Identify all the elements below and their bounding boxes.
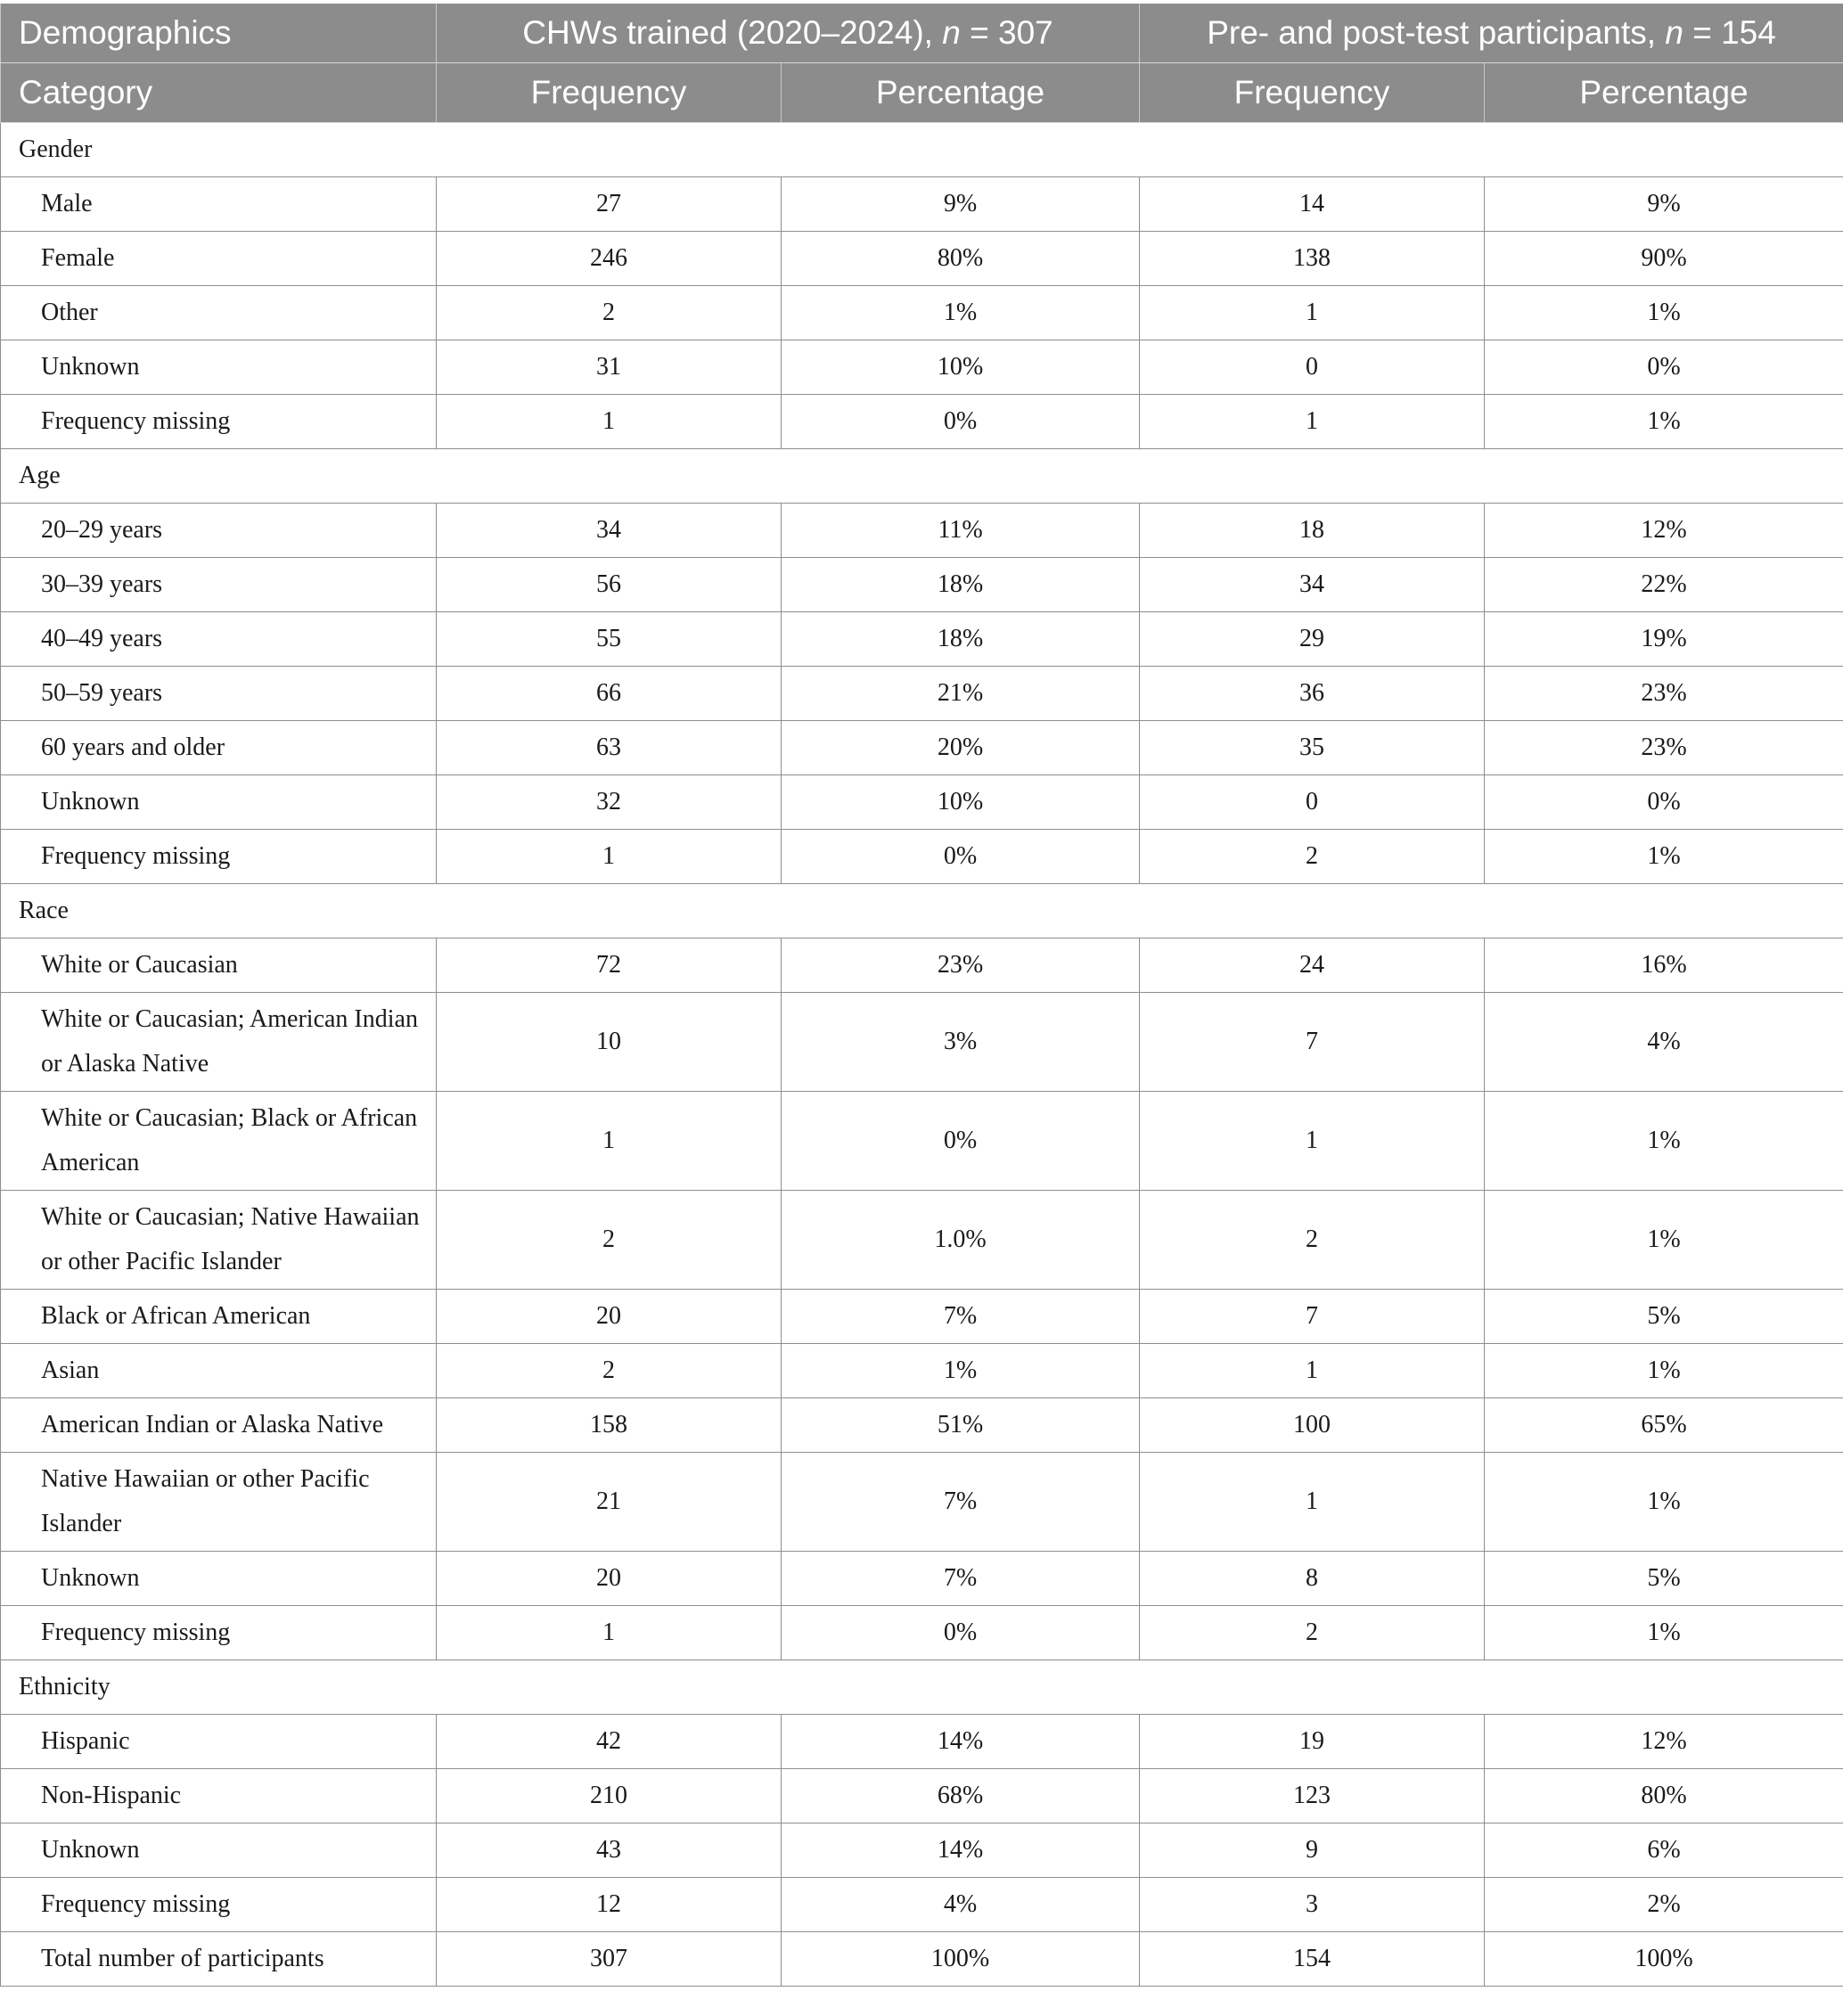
table-row <box>1 340 1843 395</box>
header-row-columns <box>1 63 1843 123</box>
chws-percentage-cell: 14% <box>782 1715 1140 1769</box>
test-frequency-cell: 35 <box>1140 721 1485 775</box>
test-percentage-cell: 19% <box>1485 612 1843 667</box>
test-frequency-cell: 8 <box>1140 1552 1485 1606</box>
chws-frequency-cell: 1 <box>437 1606 782 1660</box>
chws-frequency-cell: 20 <box>437 1552 782 1606</box>
table-header <box>1 4 1843 123</box>
chws-percentage-cell: 7% <box>782 1552 1140 1606</box>
test-percentage-cell: 1% <box>1485 1344 1843 1398</box>
table-row <box>1 232 1843 286</box>
chws-frequency-cell: 43 <box>437 1823 782 1878</box>
test-frequency-cell: 29 <box>1140 612 1485 667</box>
row-label: White or Caucasian; Native Hawaiian or other Pacific Islander <box>1 1191 437 1290</box>
header-demographics: Demographics <box>1 4 437 63</box>
table-row <box>1 1715 1843 1769</box>
table-row <box>1 775 1843 830</box>
row-label: Unknown <box>1 340 437 395</box>
table-row <box>1 1932 1843 1987</box>
header-category: Category <box>1 63 437 123</box>
section-label: Ethnicity <box>1 1660 1843 1715</box>
table-row <box>1 721 1843 775</box>
chws-percentage-cell: 3% <box>782 993 1140 1092</box>
chws-percentage-cell: 23% <box>782 938 1140 993</box>
row-label: Native Hawaiian or other Pacific Islander <box>1 1453 437 1552</box>
chws-frequency-cell: 2 <box>437 286 782 340</box>
table-row <box>1 395 1843 449</box>
chws-frequency-cell: 21 <box>437 1453 782 1552</box>
header-frequency-1: Frequency <box>437 63 782 123</box>
test-percentage-cell: 1% <box>1485 1191 1843 1290</box>
table-row <box>1 286 1843 340</box>
chws-percentage-cell: 1.0% <box>782 1191 1140 1290</box>
test-percentage-cell: 23% <box>1485 721 1843 775</box>
chws-percentage-cell: 7% <box>782 1453 1140 1552</box>
test-frequency-cell: 14 <box>1140 177 1485 232</box>
table-row <box>1 1552 1843 1606</box>
chws-percentage-cell: 100% <box>782 1932 1140 1987</box>
chws-frequency-cell: 31 <box>437 340 782 395</box>
chws-percentage-cell: 0% <box>782 395 1140 449</box>
test-frequency-cell: 1 <box>1140 1453 1485 1552</box>
chws-frequency-cell: 42 <box>437 1715 782 1769</box>
test-frequency-cell: 1 <box>1140 286 1485 340</box>
section-label: Gender <box>1 123 1843 177</box>
row-label: 40–49 years <box>1 612 437 667</box>
row-label: 50–59 years <box>1 667 437 721</box>
test-percentage-cell: 22% <box>1485 558 1843 612</box>
test-frequency-cell: 100 <box>1140 1398 1485 1453</box>
row-label: Unknown <box>1 775 437 830</box>
test-percentage-cell: 0% <box>1485 775 1843 830</box>
header-percentage-1: Percentage <box>782 63 1140 123</box>
test-frequency-cell: 123 <box>1140 1769 1485 1823</box>
chws-percentage-cell: 10% <box>782 775 1140 830</box>
test-percentage-cell: 80% <box>1485 1769 1843 1823</box>
chws-frequency-cell: 158 <box>437 1398 782 1453</box>
row-label: American Indian or Alaska Native <box>1 1398 437 1453</box>
chws-frequency-cell: 2 <box>437 1191 782 1290</box>
row-label: White or Caucasian; American Indian or Alaska Native <box>1 993 437 1092</box>
chws-percentage-cell: 18% <box>782 612 1140 667</box>
test-percentage-cell: 4% <box>1485 993 1843 1092</box>
header-group-pre-post-test: Pre- and post-test participants, n = 154 <box>1140 4 1843 63</box>
chws-frequency-cell: 56 <box>437 558 782 612</box>
test-frequency-cell: 18 <box>1140 504 1485 558</box>
chws-frequency-cell: 1 <box>437 1092 782 1191</box>
chws-frequency-cell: 307 <box>437 1932 782 1987</box>
chws-frequency-cell: 10 <box>437 993 782 1092</box>
test-frequency-cell: 1 <box>1140 1092 1485 1191</box>
test-frequency-cell: 3 <box>1140 1878 1485 1932</box>
test-frequency-cell: 7 <box>1140 1290 1485 1344</box>
test-percentage-cell: 6% <box>1485 1823 1843 1878</box>
test-percentage-cell: 0% <box>1485 340 1843 395</box>
test-percentage-cell: 65% <box>1485 1398 1843 1453</box>
table-row <box>1 1453 1843 1552</box>
table-row <box>1 504 1843 558</box>
chws-percentage-cell: 20% <box>782 721 1140 775</box>
chws-frequency-cell: 72 <box>437 938 782 993</box>
test-percentage-cell: 90% <box>1485 232 1843 286</box>
row-label: 20–29 years <box>1 504 437 558</box>
table-row <box>1 830 1843 884</box>
table-row <box>1 1878 1843 1932</box>
test-percentage-cell: 1% <box>1485 1453 1843 1552</box>
chws-percentage-cell: 10% <box>782 340 1140 395</box>
chws-frequency-cell: 34 <box>437 504 782 558</box>
table-row <box>1 938 1843 993</box>
chws-frequency-cell: 66 <box>437 667 782 721</box>
chws-percentage-cell: 7% <box>782 1290 1140 1344</box>
section-row <box>1 1660 1843 1715</box>
test-frequency-cell: 36 <box>1140 667 1485 721</box>
test-frequency-cell: 24 <box>1140 938 1485 993</box>
table-row <box>1 1769 1843 1823</box>
row-label: Unknown <box>1 1823 437 1878</box>
chws-percentage-cell: 18% <box>782 558 1140 612</box>
row-label: Frequency missing <box>1 830 437 884</box>
row-label: Total number of participants <box>1 1932 437 1987</box>
test-percentage-cell: 12% <box>1485 1715 1843 1769</box>
chws-frequency-cell: 2 <box>437 1344 782 1398</box>
test-frequency-cell: 1 <box>1140 395 1485 449</box>
row-label: Asian <box>1 1344 437 1398</box>
table-row <box>1 667 1843 721</box>
test-percentage-cell: 1% <box>1485 286 1843 340</box>
section-label: Race <box>1 884 1843 938</box>
table-row <box>1 1344 1843 1398</box>
table-row <box>1 1092 1843 1191</box>
header-group-chws-trained: CHWs trained (2020–2024), n = 307 <box>437 4 1140 63</box>
row-label: Male <box>1 177 437 232</box>
test-percentage-cell: 9% <box>1485 177 1843 232</box>
chws-frequency-cell: 1 <box>437 830 782 884</box>
chws-percentage-cell: 80% <box>782 232 1140 286</box>
row-label: Female <box>1 232 437 286</box>
chws-percentage-cell: 0% <box>782 830 1140 884</box>
table-row <box>1 558 1843 612</box>
test-frequency-cell: 1 <box>1140 1344 1485 1398</box>
table-row <box>1 1191 1843 1290</box>
table-body <box>1 123 1843 1987</box>
chws-frequency-cell: 20 <box>437 1290 782 1344</box>
chws-percentage-cell: 51% <box>782 1398 1140 1453</box>
test-frequency-cell: 138 <box>1140 232 1485 286</box>
row-label: Non-Hispanic <box>1 1769 437 1823</box>
row-label: 60 years and older <box>1 721 437 775</box>
chws-frequency-cell: 1 <box>437 395 782 449</box>
chws-frequency-cell: 246 <box>437 232 782 286</box>
chws-frequency-cell: 63 <box>437 721 782 775</box>
chws-percentage-cell: 0% <box>782 1092 1140 1191</box>
test-percentage-cell: 5% <box>1485 1552 1843 1606</box>
table-row <box>1 612 1843 667</box>
table-row <box>1 1606 1843 1660</box>
chws-frequency-cell: 12 <box>437 1878 782 1932</box>
table-row <box>1 993 1843 1092</box>
chws-percentage-cell: 11% <box>782 504 1140 558</box>
table-row <box>1 1290 1843 1344</box>
test-frequency-cell: 0 <box>1140 775 1485 830</box>
test-percentage-cell: 1% <box>1485 1092 1843 1191</box>
test-percentage-cell: 2% <box>1485 1878 1843 1932</box>
test-percentage-cell: 1% <box>1485 395 1843 449</box>
demographics-table <box>0 4 1843 1987</box>
row-label: Frequency missing <box>1 395 437 449</box>
test-frequency-cell: 19 <box>1140 1715 1485 1769</box>
test-percentage-cell: 1% <box>1485 830 1843 884</box>
chws-frequency-cell: 32 <box>437 775 782 830</box>
chws-percentage-cell: 21% <box>782 667 1140 721</box>
section-row <box>1 123 1843 177</box>
row-label: 30–39 years <box>1 558 437 612</box>
row-label: Frequency missing <box>1 1606 437 1660</box>
row-label: Hispanic <box>1 1715 437 1769</box>
chws-frequency-cell: 210 <box>437 1769 782 1823</box>
table-row <box>1 1398 1843 1453</box>
chws-percentage-cell: 1% <box>782 1344 1140 1398</box>
chws-percentage-cell: 1% <box>782 286 1140 340</box>
test-frequency-cell: 2 <box>1140 1606 1485 1660</box>
header-row-groups <box>1 4 1843 63</box>
test-frequency-cell: 7 <box>1140 993 1485 1092</box>
chws-frequency-cell: 55 <box>437 612 782 667</box>
chws-percentage-cell: 68% <box>782 1769 1140 1823</box>
header-percentage-2: Percentage <box>1485 63 1843 123</box>
row-label: Black or African American <box>1 1290 437 1344</box>
test-frequency-cell: 154 <box>1140 1932 1485 1987</box>
section-row <box>1 884 1843 938</box>
row-label: Other <box>1 286 437 340</box>
test-percentage-cell: 12% <box>1485 504 1843 558</box>
test-percentage-cell: 16% <box>1485 938 1843 993</box>
chws-percentage-cell: 9% <box>782 177 1140 232</box>
test-frequency-cell: 2 <box>1140 830 1485 884</box>
row-label: Unknown <box>1 1552 437 1606</box>
row-label: Frequency missing <box>1 1878 437 1932</box>
test-frequency-cell: 0 <box>1140 340 1485 395</box>
header-frequency-2: Frequency <box>1140 63 1485 123</box>
row-label: White or Caucasian <box>1 938 437 993</box>
chws-percentage-cell: 4% <box>782 1878 1140 1932</box>
test-percentage-cell: 5% <box>1485 1290 1843 1344</box>
chws-percentage-cell: 14% <box>782 1823 1140 1878</box>
test-frequency-cell: 2 <box>1140 1191 1485 1290</box>
test-percentage-cell: 1% <box>1485 1606 1843 1660</box>
test-frequency-cell: 34 <box>1140 558 1485 612</box>
test-percentage-cell: 100% <box>1485 1932 1843 1987</box>
chws-frequency-cell: 27 <box>437 177 782 232</box>
table-row <box>1 177 1843 232</box>
section-row <box>1 449 1843 504</box>
table-row <box>1 1823 1843 1878</box>
test-percentage-cell: 23% <box>1485 667 1843 721</box>
row-label: White or Caucasian; Black or African American <box>1 1092 437 1191</box>
section-label: Age <box>1 449 1843 504</box>
test-frequency-cell: 9 <box>1140 1823 1485 1878</box>
chws-percentage-cell: 0% <box>782 1606 1140 1660</box>
